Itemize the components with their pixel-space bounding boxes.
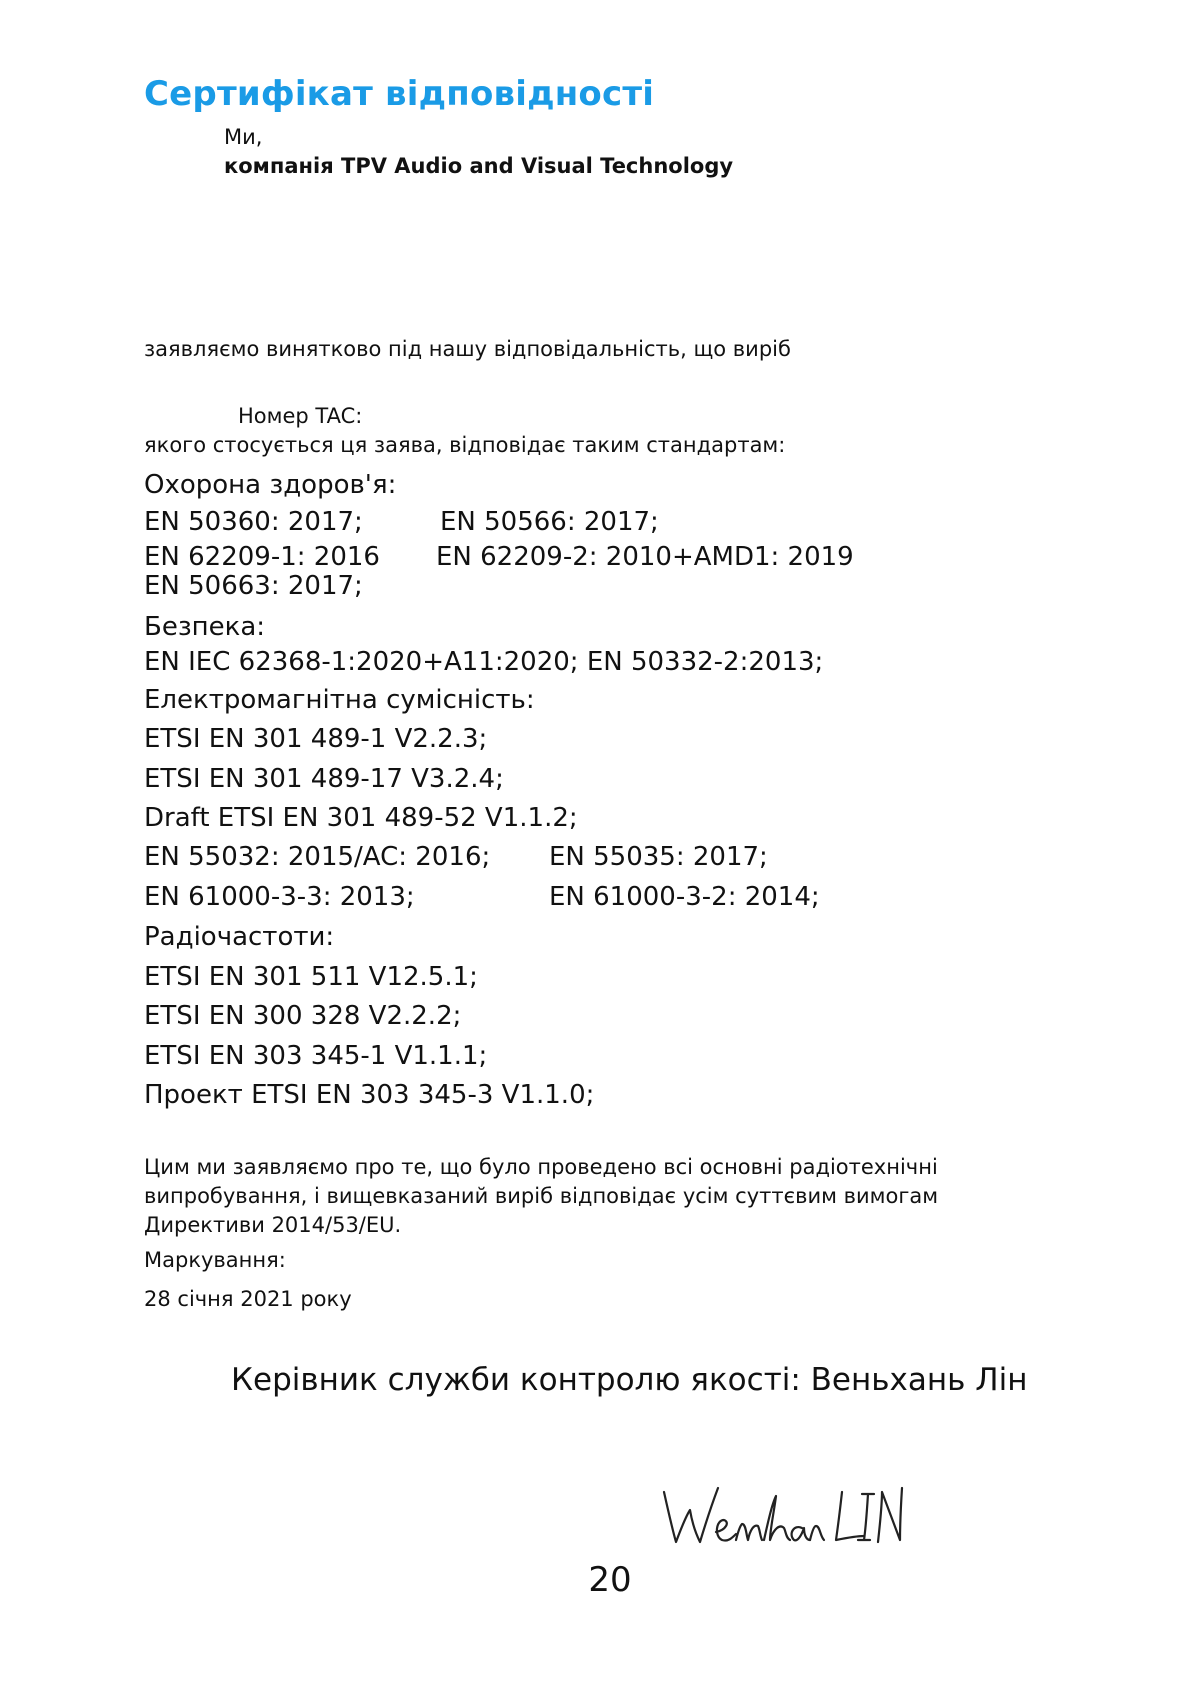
emc-standard: ETSI EN 301 489-1 V2.2.3; <box>144 724 488 754</box>
health-heading: Охорона здоров'я: <box>144 470 397 500</box>
health-standard: EN 50360: 2017; <box>144 507 363 537</box>
safety-heading: Безпека: <box>144 612 266 642</box>
radio-standard: ETSI EN 303 345-1 V1.1.1; <box>144 1041 488 1071</box>
emc-heading: Електромагнітна сумісність: <box>144 685 535 715</box>
emc-standard: EN 61000-3-3: 2013; <box>144 882 415 912</box>
conformity-paragraph: Цим ми заявляємо про те, що було проведено всі основні радіотехнічні випробування, і вищевказаний виріб відповідає усім суттєвим вимогам Директиви 2014/53/EU. <box>144 1155 939 1237</box>
radio-heading: Радіочастоти: <box>144 922 335 952</box>
radio-standard: ETSI EN 301 511 V12.5.1; <box>144 962 478 992</box>
certificate-title: Сертифікат відповідності <box>144 74 655 114</box>
applies-statement: якого стосується ця заява, відповідає таким стандартам: <box>144 433 786 457</box>
we-label: Ми, <box>224 125 263 149</box>
safety-standard: EN IEC 62368-1:2020+A11:2020; EN 50332-2:2013; <box>144 647 824 677</box>
marking-label: Маркування: <box>144 1248 286 1272</box>
signature <box>656 1470 906 1570</box>
health-standard: EN 62209-2: 2010+AMD1: 2019 <box>436 542 854 572</box>
declaration-date: 28 січня 2021 року <box>144 1287 352 1311</box>
declaration-statement: заявляємо винятково під нашу відповідальність, що виріб <box>144 337 791 361</box>
health-standard: EN 62209-1: 2016 <box>144 542 380 572</box>
emc-standard: EN 61000-3-2: 2014; <box>549 882 820 912</box>
health-standard: EN 50566: 2017; <box>440 507 659 537</box>
health-standard: EN 50663: 2017; <box>144 571 363 601</box>
page-number: 20 <box>588 1560 632 1600</box>
emc-standard: EN 55032: 2015/AC: 2016; <box>144 842 491 872</box>
emc-standard: EN 55035: 2017; <box>549 842 768 872</box>
radio-standard: Проект ETSI EN 303 345-3 V1.1.0; <box>144 1080 595 1110</box>
quality-manager-line: Керівник служби контролю якості: Веньхань Лін <box>231 1362 1028 1398</box>
emc-standard: Draft ETSI EN 301 489-52 V1.1.2; <box>144 803 578 833</box>
radio-standard: ETSI EN 300 328 V2.2.2; <box>144 1001 462 1031</box>
emc-standard: ETSI EN 301 489-17 V3.2.4; <box>144 764 504 794</box>
tac-number-label: Номер TAC: <box>238 404 363 428</box>
company-name: компанія TPV Audio and Visual Technology <box>224 154 734 178</box>
